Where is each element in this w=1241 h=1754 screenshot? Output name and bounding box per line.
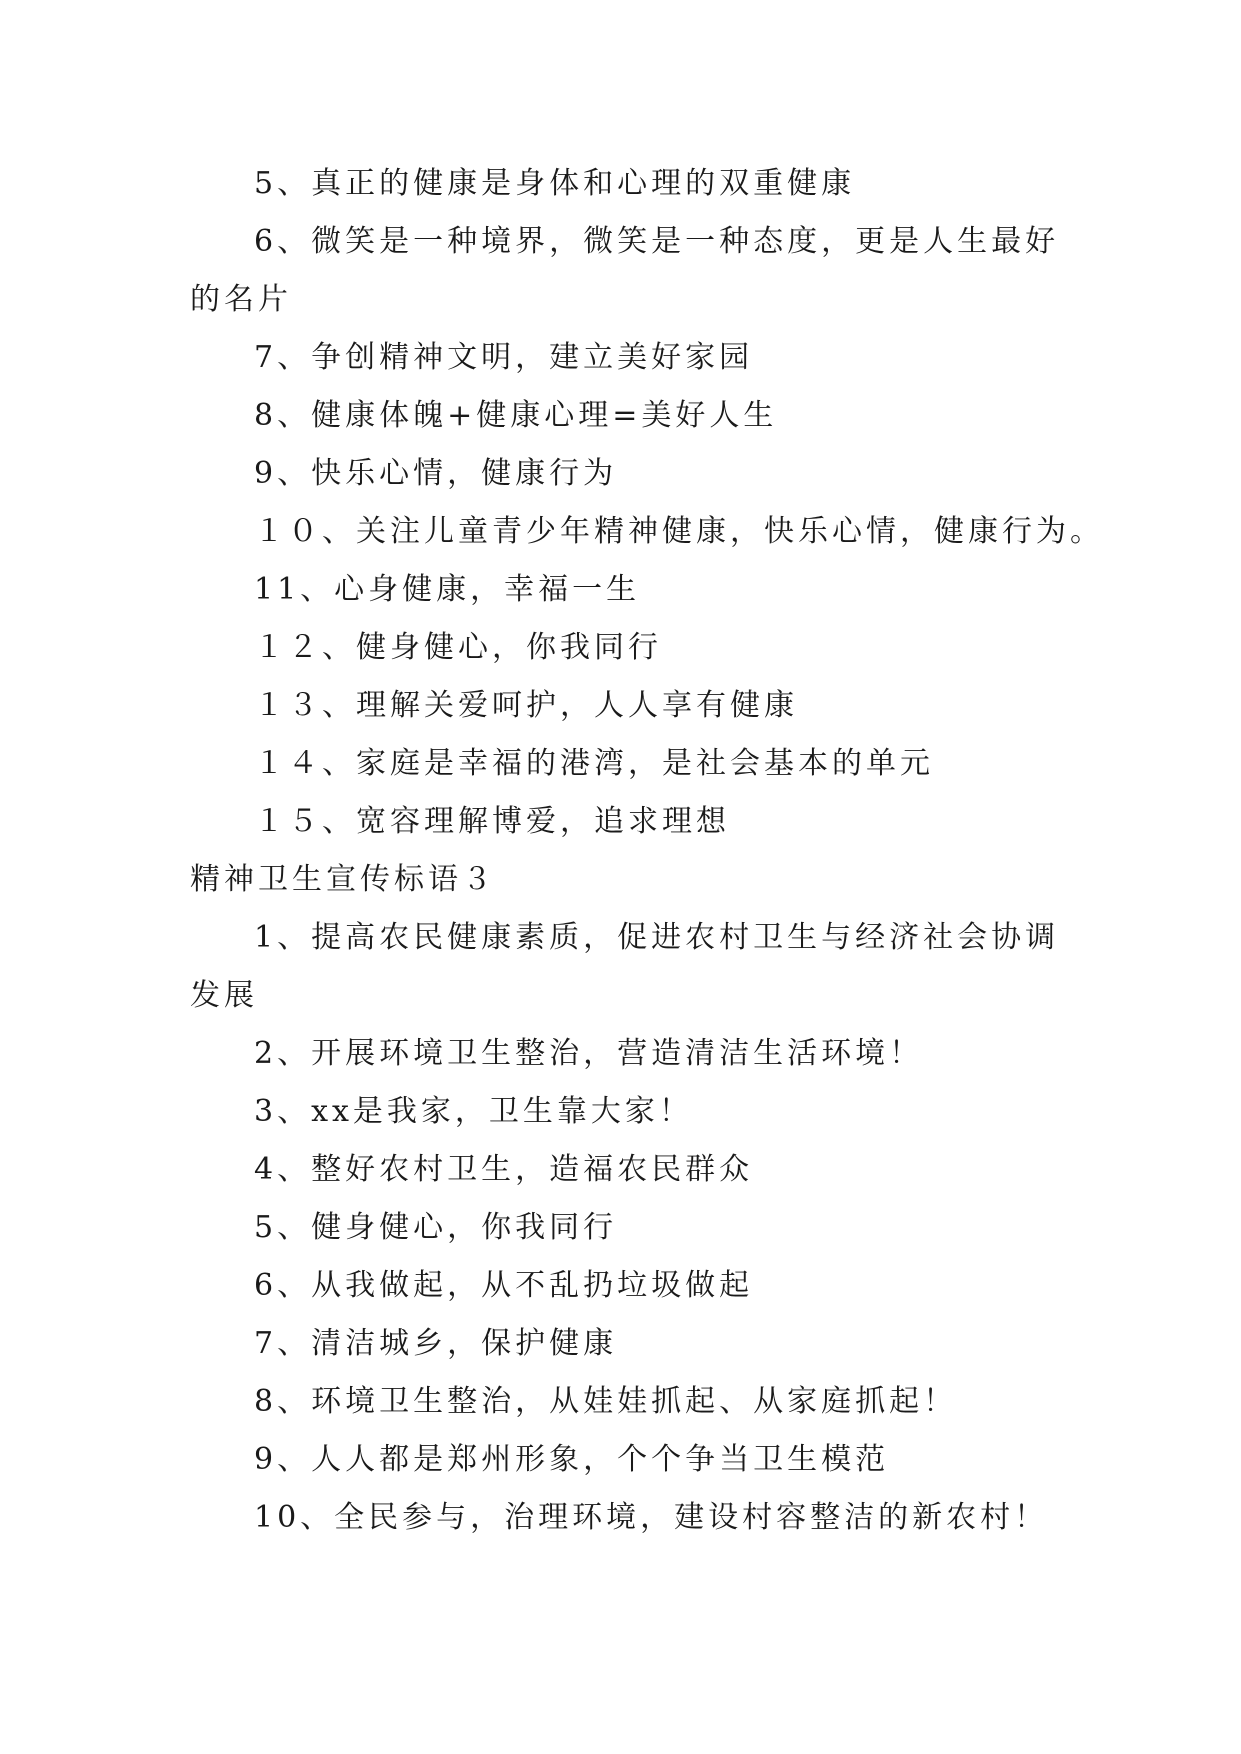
list-item: 3、xx是我家，卫生靠大家！	[254, 1094, 693, 1129]
list-item: 8、环境卫生整治，从娃娃抓起、从家庭抓起！	[254, 1384, 958, 1419]
list-item: 7、争创精神文明，建立美好家园	[254, 340, 754, 375]
list-item: １４、家庭是幸福的港湾，是社会基本的单元	[254, 746, 934, 781]
list-item: 4、整好农村卫生，造福农民群众	[254, 1152, 754, 1187]
list-item: １５、宽容理解博爱，追求理想	[254, 804, 730, 839]
list-item: 10、全民参与，治理环境，建设村容整洁的新农村！	[254, 1500, 1049, 1535]
list-item: 5、真正的健康是身体和心理的双重健康	[254, 166, 856, 201]
list-item: 7、清洁城乡，保护健康	[254, 1326, 618, 1361]
list-item: 9、人人都是郑州形象，个个争当卫生模范	[254, 1442, 890, 1477]
list-item: 5、健身健心，你我同行	[254, 1210, 618, 1245]
list-item: 8、健康体魄+健康心理=美好人生	[254, 398, 778, 433]
document-body	[190, 155, 1104, 1547]
list-item: 6、从我做起，从不乱扔垃圾做起	[254, 1268, 754, 1303]
list-item: １０、关注儿童青少年精神健康，快乐心情，健康行为。	[254, 514, 1104, 549]
list-item-continuation: 的名片	[190, 282, 292, 317]
section-heading: 精神卫生宣传标语３	[190, 862, 496, 897]
list-item: 1、提高农民健康素质，促进农村卫生与经济社会协调	[254, 920, 1060, 955]
list-item: 2、开展环境卫生整治，营造清洁生活环境！	[254, 1036, 924, 1071]
list-item: １２、健身健心，你我同行	[254, 630, 662, 665]
list-item-continuation: 发展	[190, 978, 258, 1013]
list-item: 9、快乐心情，健康行为	[254, 456, 618, 491]
list-item: １３、理解关爱呵护，人人享有健康	[254, 688, 798, 723]
list-item: 11、心身健康，幸福一生	[254, 572, 641, 607]
list-item: 6、微笑是一种境界，微笑是一种态度，更是人生最好	[254, 224, 1060, 259]
